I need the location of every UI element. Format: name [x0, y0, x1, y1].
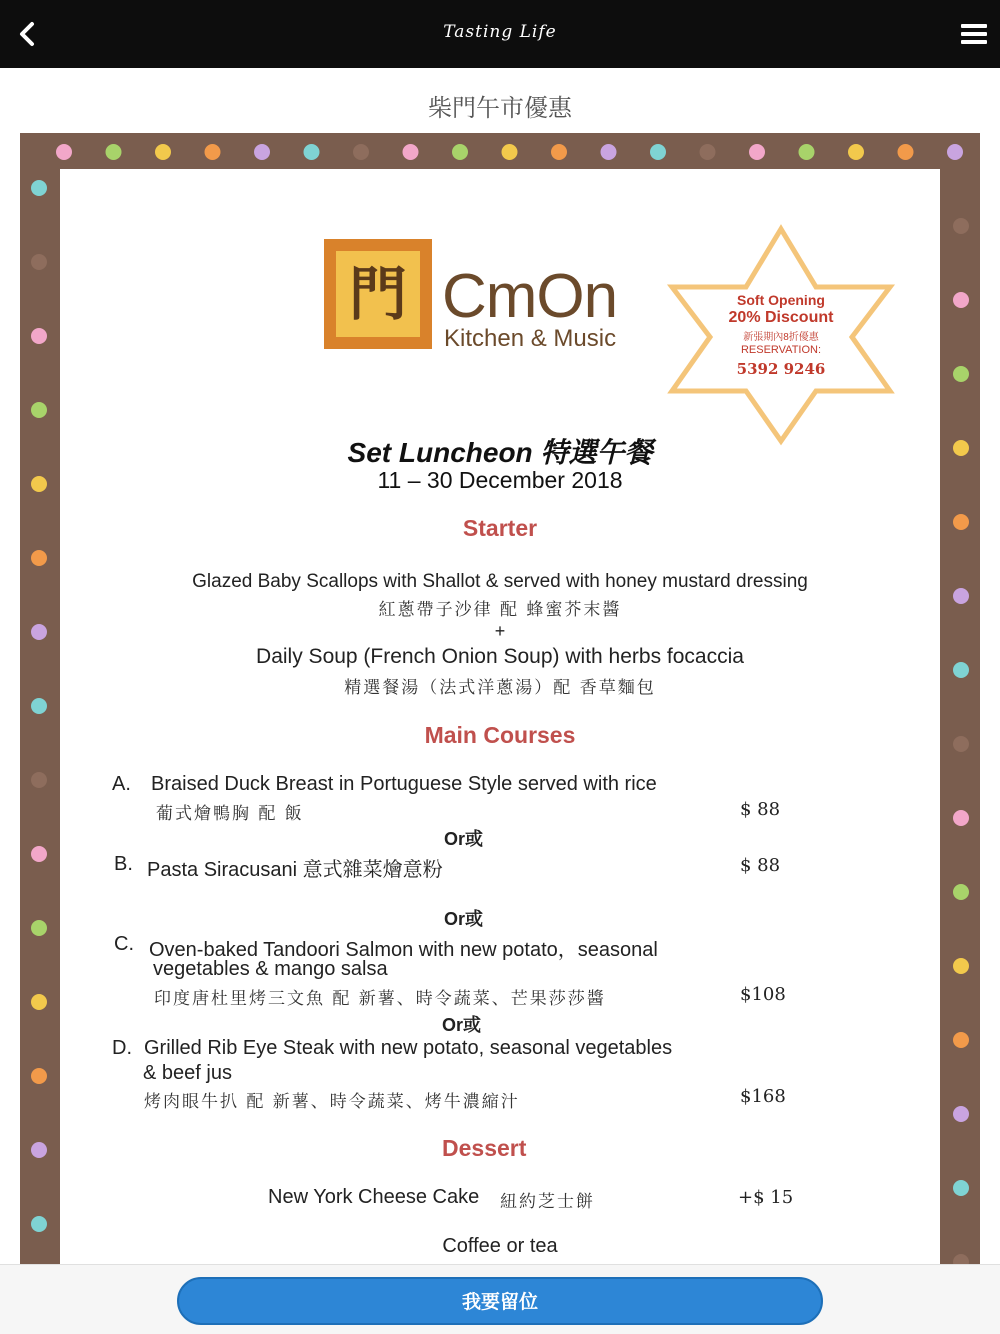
polka-dot — [254, 144, 270, 160]
main-item-d-line-2: & beef jus — [143, 1062, 232, 1084]
polka-dot — [205, 144, 221, 160]
starter-item-1: Glazed Baby Scallops with Shallot & served with honey mustard dressing — [192, 571, 808, 592]
polka-dot — [953, 514, 969, 530]
polka-dot — [953, 810, 969, 826]
menu-paper — [60, 169, 940, 1279]
main-courses-heading: Main Courses — [424, 722, 576, 748]
polka-dot — [502, 144, 518, 160]
starter-heading: Starter — [462, 515, 538, 541]
main-item-c-line-2: vegetables & mango salsa — [153, 958, 388, 980]
polka-dot — [947, 144, 963, 160]
polka-dot — [31, 920, 47, 936]
dessert-item-zh: 紐約芝士餅 — [500, 1192, 595, 1212]
polka-dot — [31, 846, 47, 862]
or-label: Or或 — [444, 909, 484, 929]
badge-phone: 5392 9246 — [736, 360, 826, 378]
bottom-bar — [0, 1264, 1000, 1334]
polka-dot — [953, 440, 969, 456]
app-title: Tasting Life — [443, 22, 557, 42]
polka-dot — [31, 476, 47, 492]
main-item-c-zh: 印度唐杜里烤三文魚 配 新薯、時令蔬菜、芒果莎莎醬 — [154, 989, 606, 1009]
main-item-b-letter: B. — [114, 853, 133, 875]
polka-dot — [749, 144, 765, 160]
starter-item-1-zh: 紅蔥帶子沙律 配 蜂蜜芥末醬 — [378, 600, 622, 620]
main-item-d-letter: D. — [112, 1037, 132, 1059]
polka-dot — [31, 402, 47, 418]
cmon-logo — [324, 239, 432, 349]
polka-dot — [304, 144, 320, 160]
logo-glyph: 門 — [348, 260, 407, 328]
polka-dot — [31, 180, 47, 196]
polka-dot — [31, 624, 47, 640]
dessert-item: New York Cheese Cake — [268, 1186, 480, 1208]
top-bar — [0, 0, 1000, 68]
badge-line-1: Soft Opening — [737, 292, 825, 308]
starter-item-2-zh: 精選餐湯（法式洋蔥湯）配 香草麵包 — [344, 678, 656, 698]
reserve-button[interactable]: 我要留位 — [177, 1277, 823, 1325]
polka-dot — [898, 144, 914, 160]
polka-dot — [650, 144, 666, 160]
polka-dot — [953, 588, 969, 604]
polka-dot — [953, 1106, 969, 1122]
polka-dot — [31, 1142, 47, 1158]
hamburger-menu-icon[interactable] — [956, 16, 992, 52]
badge-line-4: RESERVATION: — [740, 344, 822, 356]
or-label: Or或 — [442, 1015, 482, 1035]
polka-dot — [953, 366, 969, 382]
main-item-d-price: $168 — [740, 1086, 786, 1107]
dessert-price: +$ 15 — [738, 1187, 794, 1208]
main-item-b-price: $ 88 — [740, 855, 781, 876]
polka-dot — [155, 144, 171, 160]
polka-dot — [799, 144, 815, 160]
polka-dot — [953, 218, 969, 234]
polka-dot — [953, 662, 969, 678]
polka-dot — [31, 698, 47, 714]
polka-dot — [31, 1068, 47, 1084]
main-item-a: Braised Duck Breast in Portuguese Style served with rice — [151, 773, 657, 795]
polka-dot — [452, 144, 468, 160]
polka-dot — [953, 292, 969, 308]
polka-dot — [953, 1032, 969, 1048]
polka-dot — [700, 144, 716, 160]
drink-item: Coffee or tea — [442, 1235, 558, 1257]
polka-dot — [106, 144, 122, 160]
badge-line-2: 20% Discount — [728, 309, 834, 326]
main-item-c-price: $108 — [740, 984, 786, 1005]
polka-dot — [848, 144, 864, 160]
main-item-d: Grilled Rib Eye Steak with new potato, seasonal vegetables — [144, 1037, 673, 1059]
page-title: 柴門午市優惠 — [428, 95, 572, 122]
polka-dot — [551, 144, 567, 160]
main-item-c: Oven-baked Tandoori Salmon with new potato，seasonal — [149, 939, 658, 961]
main-item-c-letter: C. — [114, 933, 134, 955]
polka-dot — [31, 994, 47, 1010]
logo-subtitle: Kitchen & Music — [444, 325, 617, 352]
logo-name: CmOn — [442, 262, 618, 331]
main-item-a-price: $ 88 — [740, 799, 781, 820]
menu-poster — [20, 133, 980, 1273]
menu-dates: 11 – 30 December 2018 — [377, 467, 623, 493]
polka-dot — [31, 328, 47, 344]
polka-dot — [953, 1180, 969, 1196]
main-item-d-zh: 烤肉眼牛扒 配 新薯、時令蔬菜、烤牛濃縮汁 — [144, 1092, 520, 1112]
main-item-b: Pasta Siracusani 意式雜菜燴意粉 — [147, 859, 443, 881]
polka-dot — [601, 144, 617, 160]
polka-dot — [56, 144, 72, 160]
polka-dot — [31, 1216, 47, 1232]
starter-plus: + — [494, 621, 506, 641]
polka-dot — [403, 144, 419, 160]
main-item-a-letter: A. — [112, 773, 131, 795]
polka-dot — [31, 254, 47, 270]
polka-dot — [31, 550, 47, 566]
menu-title: Set Luncheon 特選午餐 — [347, 437, 653, 468]
polka-dot — [953, 958, 969, 974]
dessert-heading: Dessert — [442, 1135, 527, 1161]
polka-dot — [353, 144, 369, 160]
badge-line-3: 新張期內8折優惠 — [743, 332, 819, 343]
polka-dot — [953, 884, 969, 900]
polka-dot — [953, 736, 969, 752]
polka-dot — [31, 772, 47, 788]
main-item-a-zh: 葡式燴鴨胸 配 飯 — [156, 804, 304, 824]
starter-item-2: Daily Soup (French Onion Soup) with herbs focaccia — [256, 645, 744, 668]
or-label: Or或 — [444, 829, 484, 849]
